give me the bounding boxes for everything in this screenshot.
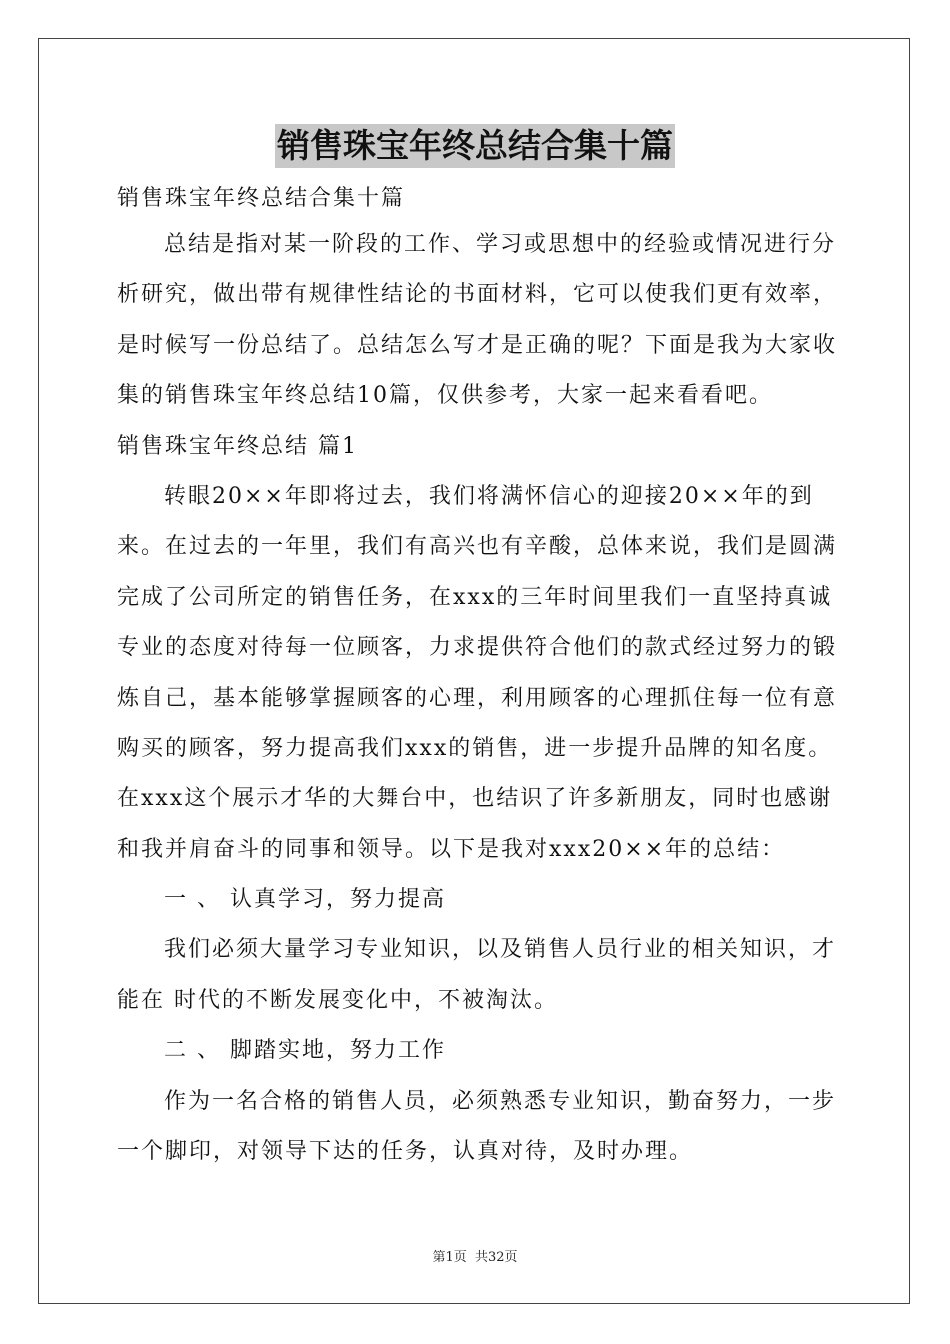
section-heading: 销售珠宝年终总结 篇1 xyxy=(117,433,358,459)
page-total: 共32页 xyxy=(474,1250,518,1265)
paragraph-line: 能在 时代的不断发展变化中，不被淘汰。 xyxy=(117,987,558,1013)
paragraph-line: 是时候写一份总结了。总结怎么写才是正确的呢？下面是我为大家收 xyxy=(117,332,837,358)
title-container xyxy=(0,124,950,168)
paragraph-line: 集的销售珠宝年终总结10篇，仅供参考，大家一起来看看吧。 xyxy=(117,383,773,409)
paragraph-line: 转眼20××年即将过去，我们将满怀信心的迎接20××年的到 xyxy=(164,483,814,509)
document-body xyxy=(117,178,837,1177)
document-title: 销售珠宝年终总结合集十篇 xyxy=(275,124,675,168)
paragraph-line: 和我并肩奋斗的同事和领导。以下是我对xxx20××年的总结： xyxy=(117,836,786,862)
subsection-heading: 一 、 认真学习，努力提高 xyxy=(164,887,446,913)
page-footer xyxy=(0,1246,950,1265)
paragraph-line: 我们必须大量学习专业知识，以及销售人员行业的相关知识，才 xyxy=(164,937,837,963)
paragraph-line: 在xxx这个展示才华的大舞台中，也结识了许多新朋友，同时也感谢 xyxy=(117,786,833,812)
paragraph-line: 一个脚印，对领导下达的任务，认真对待，及时办理。 xyxy=(117,1139,694,1165)
paragraph-line: 总结是指对某一阶段的工作、学习或思想中的经验或情况进行分 xyxy=(164,232,837,257)
paragraph-line: 完成了公司所定的销售任务，在xxx的三年时间里我们一直坚持真诚 xyxy=(117,584,833,610)
subsection-heading: 二 、 脚踏实地，努力工作 xyxy=(164,1038,446,1064)
paragraph-line: 析研究，做出带有规律性结论的书面材料，它可以使我们更有效率， xyxy=(117,282,837,308)
paragraph-line: 来。在过去的一年里，我们有高兴也有辛酸，总体来说，我们是圆满 xyxy=(117,534,837,560)
paragraph-line: 炼自己，基本能够掌握顾客的心理，利用顾客的心理抓住每一位有意 xyxy=(117,685,837,711)
subtitle-line: 销售珠宝年终总结合集十篇 xyxy=(117,186,406,211)
paragraph-line: 购买的顾客，努力提高我们xxx的销售，进一步提升品牌的知名度。 xyxy=(117,735,833,761)
paragraph-line: 专业的态度对待每一位顾客，力求提供符合他们的款式经过努力的锻 xyxy=(117,635,837,661)
page-number: 第1页 xyxy=(432,1250,467,1265)
paragraph-line: 作为一名合格的销售人员，必须熟悉专业知识，勤奋努力，一步 xyxy=(164,1088,837,1114)
